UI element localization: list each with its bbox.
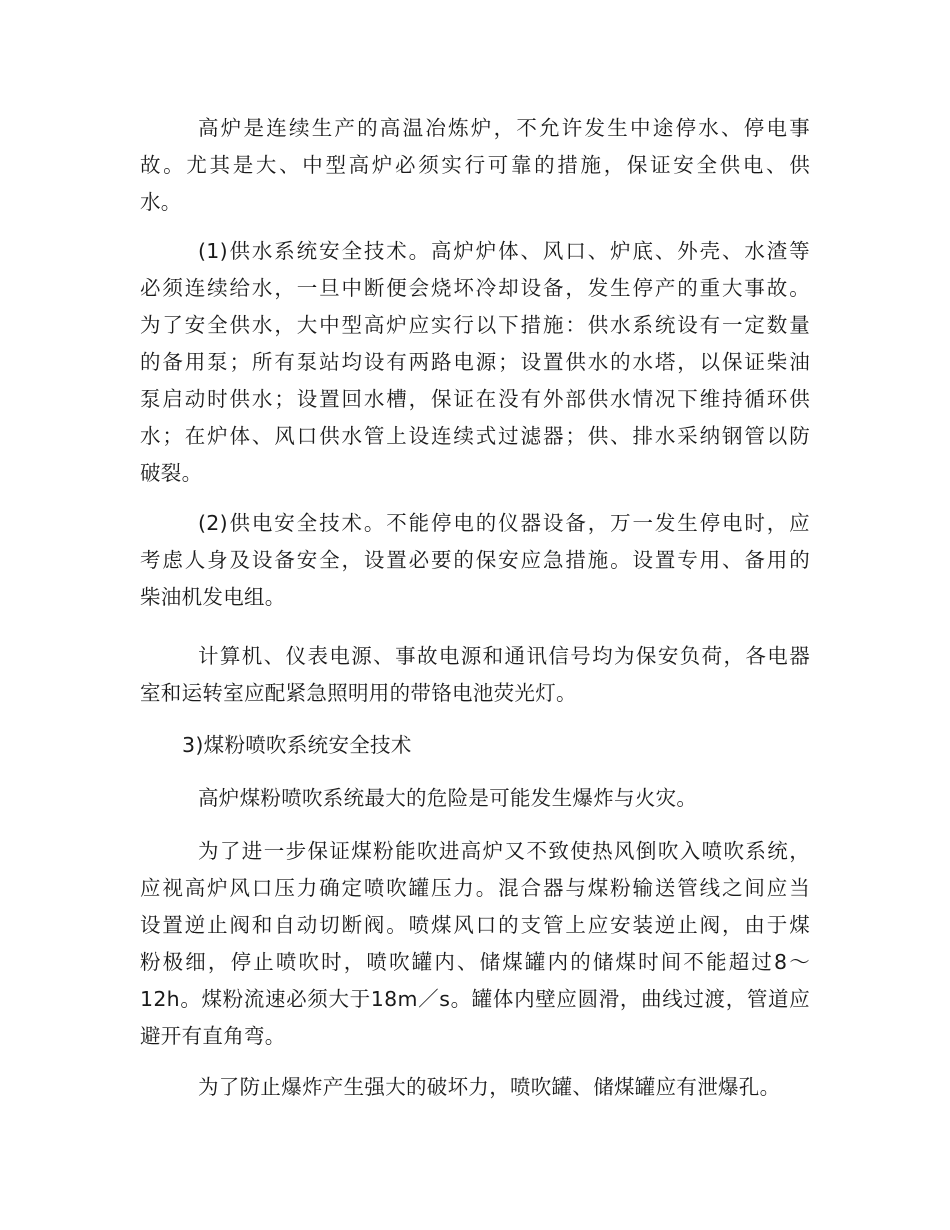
paragraph-explosion-vent: [140, 1069, 810, 1106]
text-line: (2)供电安全技术。不能停电的仪器设备，万一发生停电时，应: [198, 511, 810, 535]
text-line: (1)供水系统安全技术。高炉炉体、风口、炉底、外壳、水渣等: [198, 239, 810, 263]
text-line: 粉极细，停止喷吹时，喷吹罐内、储煤罐内的储煤时间不能超过8～: [140, 950, 810, 974]
paragraph-intro: [140, 110, 810, 221]
text-line: 考虑人身及设备安全，设置必要的保安应急措施。设置专用、备用的: [140, 548, 810, 572]
text-line: 设置逆止阀和自动切断阀。喷煤风口的支管上应安装逆止阀，由于煤: [140, 913, 810, 937]
text-line: 为了进一步保证煤粉能吹进高炉又不致使热风倒吹入喷吹系统，: [198, 839, 810, 863]
text-line: 12h。煤粉流速必须大于18m／s。罐体内壁应圆滑，曲线过渡，管道应: [140, 987, 810, 1011]
text-line: 室和运转室应配紧急照明用的带铬电池荧光灯。: [140, 681, 577, 705]
text-line: 泵启动时供水；设置回水槽，保证在没有外部供水情况下维持循环供: [140, 387, 810, 411]
paragraph-computer-power: [140, 638, 810, 712]
paragraph-coal-measures: [140, 833, 810, 1055]
text-line: 应视高炉风口压力确定喷吹罐压力。混合器与煤粉输送管线之间应当: [140, 876, 810, 900]
text-line: 为了安全供水，大中型高炉应实行以下措施：供水系统设有一定数量: [140, 313, 810, 337]
text-line: 必须连续给水，一旦中断便会烧坏冷却设备，发生停产的重大事故。: [140, 276, 810, 300]
text-line: 水。: [140, 190, 182, 214]
text-line: 破裂。: [140, 461, 203, 485]
paragraph-power-supply: [140, 505, 810, 616]
section-heading-coal-injection: [140, 727, 810, 764]
text-line: 避开有直角弯。: [140, 1024, 286, 1048]
text-line: 水；在炉体、风口供水管上设连续式过滤器；供、排水采纳钢管以防: [140, 424, 810, 448]
paragraph-water-supply: [140, 233, 810, 492]
text-line: 计算机、仪表电源、事故电源和通讯信号均为保安负荷，各电器: [198, 644, 810, 668]
text-line: 故。尤其是大、中型高炉必须实行可靠的措施，保证安全供电、供: [140, 153, 810, 177]
text-line: 为了防止爆炸产生强大的破坏力，喷吹罐、储煤罐应有泄爆孔。: [198, 1075, 781, 1099]
text-line: 高炉是连续生产的高温冶炼炉，不允许发生中途停水、停电事: [198, 116, 810, 140]
paragraph-coal-hazard: [140, 780, 810, 817]
text-line: 的备用泵；所有泵站均设有两路电源；设置供水的水塔，以保证柴油: [140, 350, 810, 374]
text-line: 3)煤粉喷吹系统安全技术: [182, 733, 412, 757]
text-line: 柴油机发电组。: [140, 585, 286, 609]
text-line: 高炉煤粉喷吹系统最大的危险是可能发生爆炸与火灾。: [198, 786, 698, 810]
